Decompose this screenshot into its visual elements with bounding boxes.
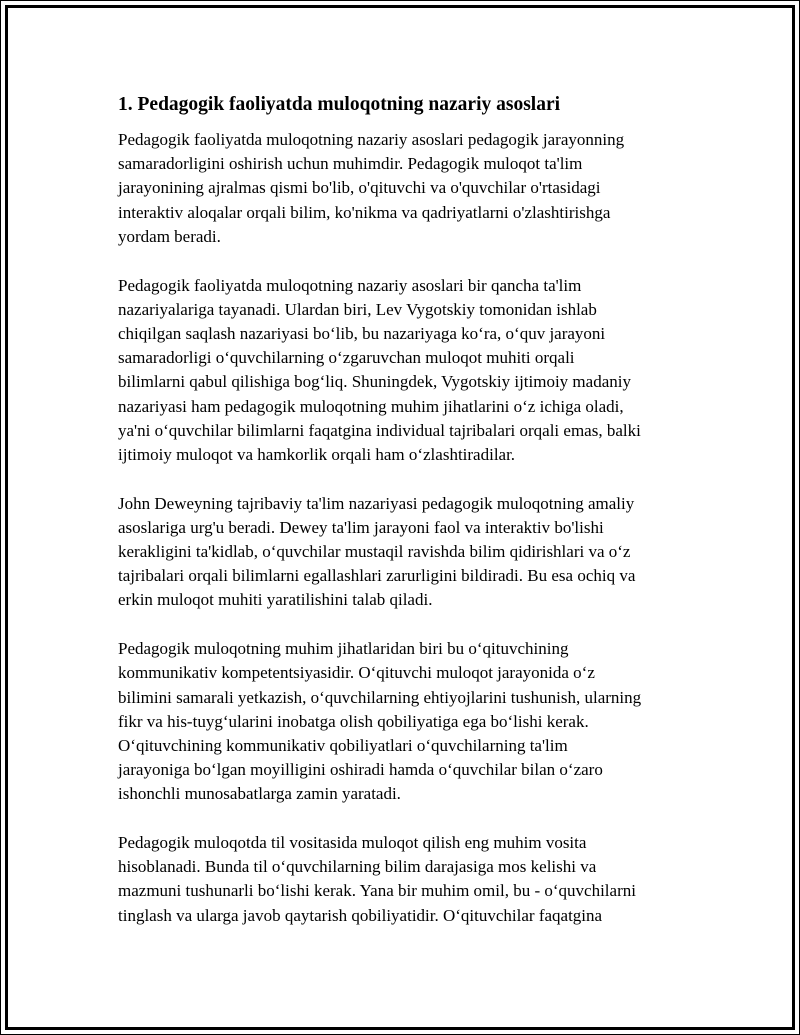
paragraph-line: kerakligini ta'kidlab, o‘quvchilar mustaqil ravishda bilim qidirishlari va o‘z <box>118 542 631 562</box>
paragraph-line: ya'ni o‘quvchilar bilimlarni faqatgina individual tajribalari orqali emas, balki <box>118 420 641 440</box>
paragraph-line: ijtimoiy muloqot va hamkorlik orqali ham o‘zlashtiradilar. <box>118 444 516 464</box>
paragraph-3 <box>118 492 700 613</box>
paragraph-line: nazariyalariga tayanadi. Ulardan biri, Lev Vygotskiy tomonidan ishlab <box>118 299 597 319</box>
paragraph-line: bilimini samarali yetkazish, o‘quvchilarning ehtiyojlarini tushunish, ularning <box>118 687 642 707</box>
paragraph-line: O‘qituvchining kommunikativ qobiliyatlari o‘quvchilarning ta'lim <box>118 735 568 755</box>
paragraph-line: ishonchli munosabatlarga zamin yaratadi. <box>118 784 401 804</box>
paragraph-line: John Deweyning tajribaviy ta'lim nazariyasi pedagogik muloqotning amaliy <box>118 493 635 513</box>
document-body <box>118 92 700 952</box>
paragraph-line: samaradorligini oshirish uchun muhimdir. Pedagogik muloqot ta'lim <box>118 154 583 174</box>
paragraph-line: bilimlarni qabul qilishiga bog‘liq. Shuningdek, Vygotskiy ijtimoiy madaniy <box>118 372 631 392</box>
paragraph-line: Pedagogik faoliyatda muloqotning nazariy asoslari pedagogik jarayonning <box>118 130 625 149</box>
paragraph-line: fikr va his-tuyg‘ularini inobatga olish qobiliyatiga ega bo‘lishi kerak. <box>118 711 589 731</box>
paragraph-line: Pedagogik faoliyatda muloqotning nazariy asoslari bir qancha ta'lim <box>118 275 582 295</box>
paragraph-line: jarayoniga bo‘lgan moyilligini oshiradi hamda o‘quvchilar bilan o‘zaro <box>118 760 603 780</box>
paragraph-line: hisoblanadi. Bunda til o‘quvchilarning bilim darajasiga mos kelishi va <box>118 857 597 877</box>
paragraph-line: tajribalari orqali bilimlarni egallashlari zarurligini bildiradi. Bu esa ochiq va <box>118 566 636 586</box>
paragraph-line: erkin muloqot muhiti yaratilishini talab qiladi. <box>118 590 433 610</box>
paragraph-line: mazmuni tushunarli bo‘lishi kerak. Yana bir muhim omil, bu - o‘quvchilarni <box>118 881 636 901</box>
paragraph-5 <box>118 831 700 928</box>
paragraph-line: Pedagogik muloqotning muhim jihatlaridan biri bu o‘qituvchining <box>118 639 569 659</box>
paragraph-line: samaradorligi o‘quvchilarning o‘zgaruvchan muloqot muhiti orqali <box>118 348 575 368</box>
paragraph-line: kommunikativ kompetentsiyasidir. O‘qituvchi muloqot jarayonida o‘z <box>118 663 595 683</box>
paragraph-line: jarayonining ajralmas qismi bo'lib, o'qituvchi va o'quvchilar o'rtasidagi <box>118 178 601 198</box>
paragraph-line: tinglash va ularga javob qaytarish qobiliyatidir. O‘qituvchilar faqatgina <box>118 905 603 925</box>
paragraph-line: chiqilgan saqlash nazariyasi bo‘lib, bu nazariyaga ko‘ra, o‘quv jarayoni <box>118 323 606 343</box>
paragraph-1 <box>118 128 700 249</box>
paragraph-line: Pedagogik muloqotda til vositasida muloqot qilish eng muhim vosita <box>118 833 587 853</box>
paragraph-line: nazariyasi ham pedagogik muloqotning muhim jihatlarini o‘z ichiga oladi, <box>118 396 624 416</box>
paragraph-line: yordam beradi. <box>118 226 221 246</box>
paragraph-line: interaktiv aloqalar orqali bilim, ko'nikma va qadriyatlarni o'zlashtirishga <box>118 202 611 222</box>
paragraph-line: asoslariga urg'u beradi. Dewey ta'lim jarayoni faol va interaktiv bo'lishi <box>118 517 604 537</box>
paragraph-list <box>118 128 700 928</box>
paragraph-2 <box>118 274 700 468</box>
section-heading: 1. Pedagogik faoliyatda muloqotning nazariy asoslari <box>118 94 561 115</box>
paragraph-4 <box>118 637 700 806</box>
